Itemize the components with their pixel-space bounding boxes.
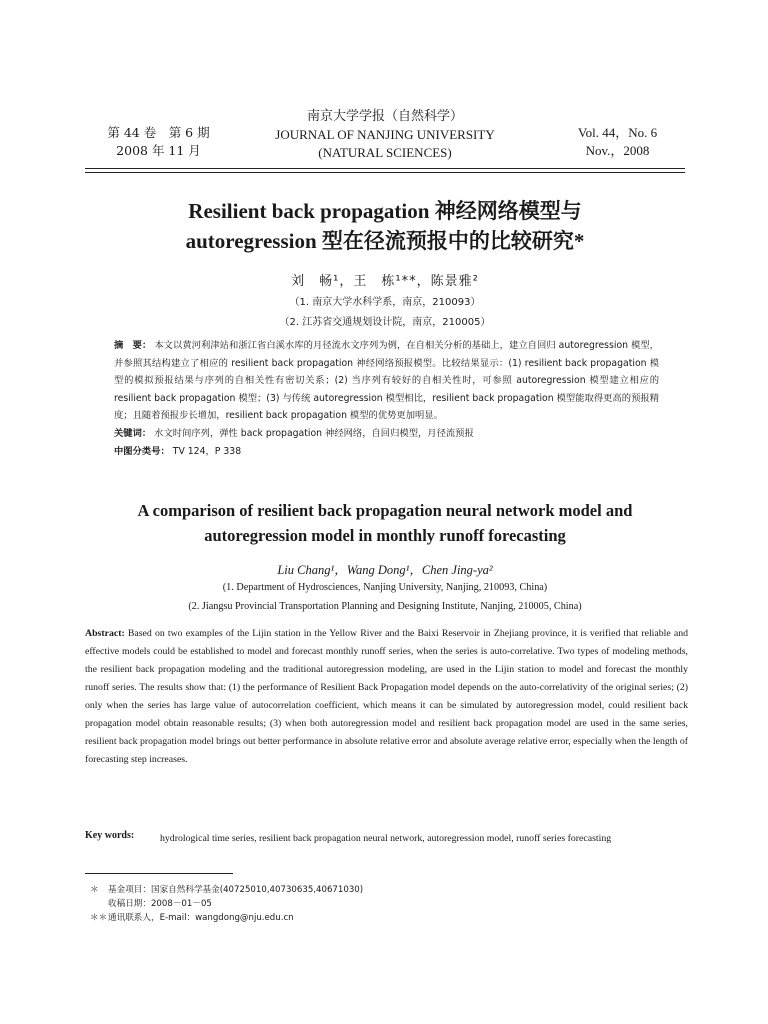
- footnote-funding: [90, 884, 363, 896]
- classification-cn-text: TV 124，P 338: [172, 445, 242, 457]
- abstract-en-text: Based on two examples of the Lijin station in the Yellow River and the Baixi Reservoir in Zhejiang province, it is verified that reliable and effective models could be established to model and forecast monthly runoff series, when the series is auto-correlative. Two types of modeling methods, the resilient back propagation modeling and the traditional autoregression modeling, are used in the Lijin station to model and forecast the monthly runoff series. The results show that: (1) the performance of Resilient Back Propagation model depends on the auto-correlativity of the original series; (2) only when the series has large value of autocorrelation coefficient, which means it can be simulated by autoregression model, could resilient back propagation model obtain reasonable results; (3) when both autoregression model and resilient back propagation model are used in the same series, resilient back propagation model brings out better performance in absolute relative error and absolute average relative error, especially when the length of forecasting step increases.: [85, 628, 688, 765]
- paper-title-en: [80, 498, 690, 548]
- footnote-received: [90, 898, 212, 910]
- journal-issue-cn: [96, 124, 221, 160]
- header-rule-thick: [85, 168, 685, 169]
- affiliation-cn-1: （1. 南京大学水科学系，南京，210093）: [289, 297, 481, 308]
- paper-title-cn-line2: autoregression 型在径流预报中的比较研究*: [185, 229, 585, 253]
- paper-title-cn-line1: Resilient back propagation 神经网络模型与: [188, 199, 582, 223]
- footnote-rule: [85, 873, 233, 874]
- footnote-contact: [90, 912, 294, 924]
- abstract-cn: [114, 337, 659, 460]
- abstract-cn-label: 摘 要：: [114, 340, 152, 351]
- footnote-marker: ＊: [90, 885, 99, 895]
- abstract-en: [85, 625, 688, 769]
- date-cn: 2008 年 11 月: [116, 143, 201, 158]
- keywords-cn: [114, 425, 659, 443]
- volume-issue-cn: 第 44 卷 第 6 期: [107, 125, 210, 140]
- paper-title-en-line1: A comparison of resilient back propagation neural network model and: [137, 501, 633, 520]
- footnote-text: 通讯联系人，E-mail：wangdong@nju.edu.cn: [108, 913, 294, 923]
- footnote-text: 基金项目：国家自然科学基金(40725010,40730635,40671030): [108, 885, 364, 895]
- abstract-en-label: Abstract:: [85, 628, 125, 639]
- abstract-cn-body: [114, 337, 659, 425]
- paper-title-en-line2: autoregression model in monthly runoff forecasting: [204, 526, 566, 545]
- journal-issue-en: [555, 124, 680, 160]
- authors-en: Liu Chang¹，Wang Dong¹，Chen Jing-ya²: [277, 563, 493, 577]
- journal-name-cn: 南京大学学报（自然科学）: [306, 109, 463, 124]
- journal-name-en: JOURNAL OF NANJING UNIVERSITY: [275, 127, 495, 142]
- authors-cn: 刘 畅¹，王 栋¹**，陈景雅²: [291, 274, 479, 289]
- affiliation-en-1: (1. Department of Hydrosciences, Nanjing University, Nanjing, 210093, China): [222, 582, 548, 593]
- journal-subtitle-en: (NATURAL SCIENCES): [318, 145, 452, 160]
- keywords-cn-label: 关键词：: [114, 427, 152, 439]
- volume-issue-en: Vol. 44，No. 6: [577, 125, 658, 140]
- classification-cn-label: 中图分类号：: [114, 445, 170, 457]
- footnote-text: 收稿日期：2008－01－05: [108, 899, 212, 909]
- keywords-en-text: hydrological time series, resilient back propagation neural network, autoregression model, runoff series forecasting: [160, 833, 612, 844]
- paper-title-cn: [100, 196, 670, 256]
- keywords-en-label: Key words:: [85, 830, 135, 841]
- header-rule-thin: [85, 172, 685, 173]
- keywords-cn-text: 水文时间序列，弹性 back propagation 神经网络，自回归模型，月径流预报: [154, 427, 474, 439]
- classification-cn: [114, 443, 659, 461]
- affiliation-cn-2: （2. 江苏省交通规划设计院，南京，210005）: [279, 317, 491, 328]
- journal-name: [240, 108, 530, 162]
- date-en: Nov.，2008: [585, 143, 650, 158]
- abstract-cn-text: 本文以黄河利津站和浙江省白溪水库的月径流水文序列为例，在自相关分析的基础上，建立自回归 autoregression 模型，并参照其结构建立了相应的 resilient back propagation 神经网络预报模型。比较结果显示：(1) resilient back propagation 模型的模拟预报结果与序列的自相关性有密切关系；(2) 当序列有较好的自相关性时，可参照 autoregression 模型建立相应的 resilient back propagation 模型；(3) 与传统 autoregression 模型相比，resilient back propagation 模型能取得更高的预报精度；且随着预报步长增加，resilient back propagation 模型的优势更加明显。: [114, 340, 659, 422]
- affiliation-en-2: (2. Jiangsu Provincial Transportation Planning and Designing Institute, Nanjing, 210005, China): [188, 601, 582, 612]
- footnote-marker: ＊＊: [90, 913, 108, 923]
